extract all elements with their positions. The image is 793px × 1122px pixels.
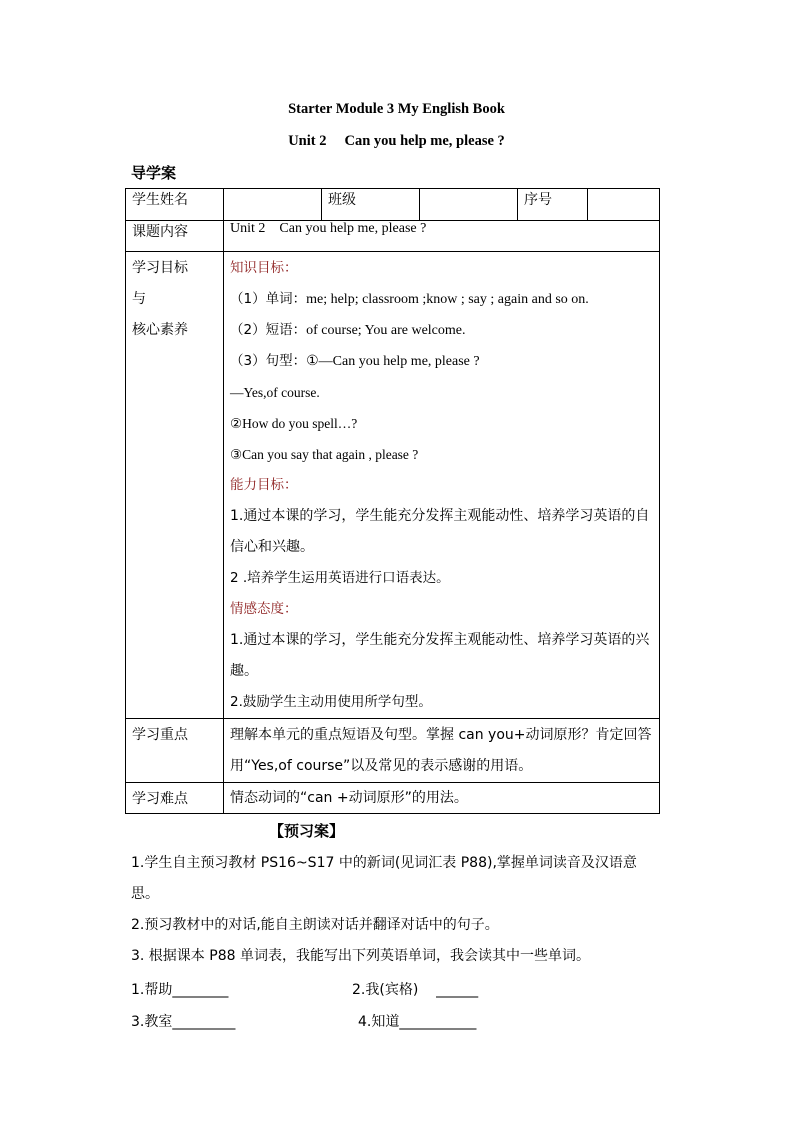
number-field[interactable] <box>588 189 660 221</box>
blank-help[interactable]: 1.帮助________ <box>131 982 229 998</box>
difficulties-text: 情态动词的“can +动词原形”的用法。 <box>230 790 468 806</box>
words-line <box>230 284 653 315</box>
emotion-2: 2.鼓励学生主动用使用所学句型。 <box>230 694 432 710</box>
unit-title: Can you help me, please ? <box>344 133 505 149</box>
key-points-row <box>126 719 660 783</box>
difficulties-row <box>126 783 660 814</box>
difficulties-label: 学习难点 <box>126 783 224 814</box>
ability-2: 2 .培养学生运用英语进行口语表达。 <box>230 570 450 586</box>
key-points-content <box>224 719 660 783</box>
topic-label: 课题内容 <box>126 221 224 252</box>
ability-1: 1.通过本课的学习，学生能充分发挥主观能动性、培养学习英语的自信心和兴趣。 <box>230 508 650 555</box>
number-label: 序号 <box>518 189 588 221</box>
title-line-2 <box>0 133 793 150</box>
topic-row <box>126 221 660 252</box>
sentence-text: ①—Can you help me, please ? <box>306 354 480 369</box>
class-label: 班级 <box>322 189 420 221</box>
blank-classroom[interactable]: 3.教室_________ <box>131 1014 236 1030</box>
preview-item-2: 2.预习教材中的对话,能自主朗读对话并翻译对话中的句子。 <box>131 917 499 933</box>
sentence-answer: —Yes,of course. <box>230 385 320 400</box>
sentence-2: ②How do you spell…? <box>230 416 358 431</box>
goals-content <box>224 252 660 719</box>
goals-row <box>126 252 660 719</box>
key-points-label <box>126 719 224 783</box>
topic-value: Unit 2 Can you help me, please ? <box>224 221 660 252</box>
words-text: me; help; classroom ;know ; say ; again and so on. <box>306 292 589 307</box>
ability-heading: 能力目标： <box>230 477 298 493</box>
preview-item-3: 3. 根据课本 P88 单词表，我能写出下列英语单词，我会读其中一些单词。 <box>131 948 590 964</box>
emotion-1: 1.通过本课的学习，学生能充分发挥主观能动性、培养学习英语的兴趣。 <box>230 632 650 679</box>
key-points-label-text: 学习重点 <box>132 727 188 743</box>
guide-heading: 导学案 <box>131 164 177 182</box>
difficulties-content <box>224 783 660 814</box>
goals-label-line: 核心素养 <box>132 322 188 338</box>
goals-label-line: 学习目标 <box>132 260 188 276</box>
phrases-text: of course; You are welcome. <box>306 323 466 338</box>
student-info-row <box>126 189 660 221</box>
blank-me[interactable]: 2.我(宾格) ______ <box>352 982 479 998</box>
key-points-text: 理解本单元的重点短语及句型。掌握 can you+动词原形？肯定回答用“Yes,of course”以及常见的表示感谢的用语。 <box>230 727 652 774</box>
unit-label: Unit 2 <box>288 133 327 149</box>
sentence-prefix: （3）句型： <box>230 353 307 369</box>
preview-item-1: 1.学生自主预习教材 PS16~S17 中的新词(见词汇表 P88),掌握单词读音及汉语意思。 <box>131 855 637 902</box>
title-line-1: Starter Module 3 My English Book <box>288 101 505 117</box>
sentence-3: ③Can you say that again , please ? <box>230 447 419 462</box>
student-name-field[interactable] <box>224 189 322 221</box>
student-name-label: 学生姓名 <box>126 189 224 221</box>
phrases-prefix: （2）短语： <box>230 322 307 338</box>
knowledge-heading: 知识目标： <box>230 260 298 276</box>
blank-know[interactable]: 4.知道___________ <box>358 1014 477 1030</box>
goals-label-line: 与 <box>132 291 146 307</box>
goals-label <box>126 252 224 719</box>
words-prefix: （1）单词： <box>230 291 307 307</box>
lesson-plan-table <box>125 188 660 814</box>
emotion-heading: 情感态度： <box>230 601 298 617</box>
sentence-line <box>230 346 653 377</box>
preview-title: 【预习案】 <box>269 822 345 840</box>
phrases-line <box>230 315 653 346</box>
class-field[interactable] <box>420 189 518 221</box>
